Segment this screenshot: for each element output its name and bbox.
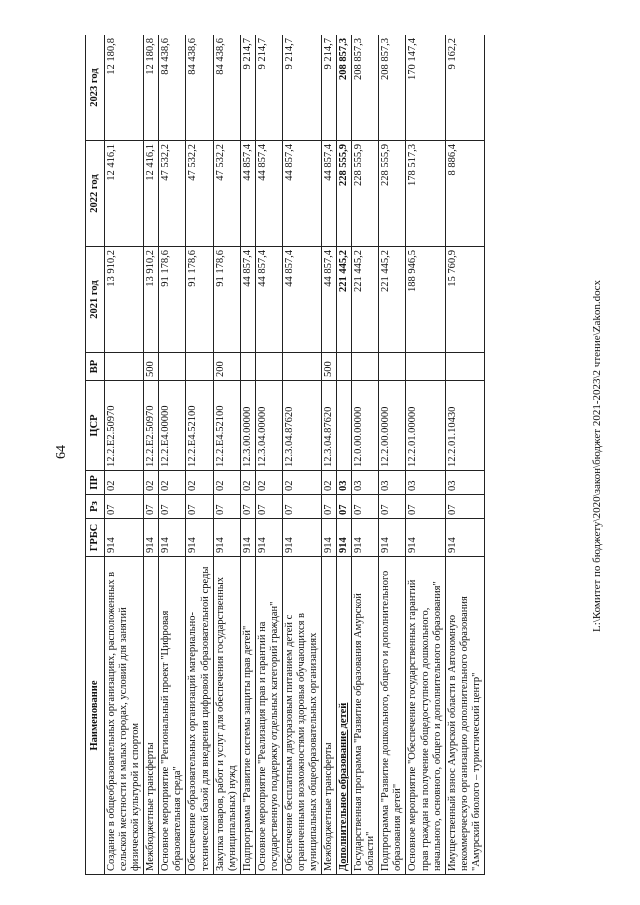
cell-grbs: 914 [406,519,445,557]
table-row [406,35,445,875]
cell-rz: 07 [186,495,213,519]
cell-vr [379,353,406,381]
cell-2023: 208 857,3 [379,35,406,141]
cell-csr: 12.2.E2.50970 [105,381,144,471]
cell-pr: 03 [352,471,379,495]
cell-2023: 208 857,3 [352,35,379,141]
cell-2023: 9 214,7 [255,35,282,141]
cell-vr [240,353,255,381]
header-csr: ЦСР [86,381,105,471]
cell-name: Основное мероприятие "Реализация прав и гарантий на государственную поддержку отдельных категорий граждан" [255,557,282,875]
cell-2021: 44 857,4 [322,247,337,353]
cell-pr: 02 [322,471,337,495]
cell-rz: 07 [282,495,321,519]
cell-pr: 02 [255,471,282,495]
header-grbs: ГРБС [86,519,105,557]
cell-2023: 12 180,8 [144,35,159,141]
budget-table [85,35,485,875]
cell-2021: 188 946,5 [406,247,445,353]
cell-2021: 13 910,2 [144,247,159,353]
table-row [322,35,337,875]
header-pr: ПР [86,471,105,495]
cell-csr: 12.2.E4.00000 [159,381,186,471]
cell-pr: 02 [186,471,213,495]
cell-csr: 12.2.01.10430 [445,381,484,471]
cell-grbs: 914 [240,519,255,557]
table-row [213,35,240,875]
cell-rz: 07 [352,495,379,519]
cell-csr: 12.3.04.00000 [255,381,282,471]
table-row [159,35,186,875]
table-row [186,35,213,875]
cell-2022: 228 555,9 [352,141,379,247]
cell-rz: 07 [445,495,484,519]
cell-csr: 12.2.00.00000 [379,381,406,471]
cell-grbs: 914 [105,519,144,557]
cell-2022: 178 517,3 [406,141,445,247]
cell-pr: 02 [240,471,255,495]
table-row [105,35,144,875]
cell-2023: 9 214,7 [322,35,337,141]
cell-name: Обеспечение образовательных организаций материально-технической базой для внедрения цифровой образовательной среды [186,557,213,875]
cell-2021: 15 760,9 [445,247,484,353]
cell-csr: 12.2.E2.50970 [144,381,159,471]
file-path-footer: L:\Комитет по бюджету\2020\закон\бюджет 2021-2023\2 чтение\Zakon.docx [591,280,603,632]
cell-rz: 07 [322,495,337,519]
cell-2021: 91 178,6 [213,247,240,353]
cell-grbs: 914 [379,519,406,557]
header-rz: Рз [86,495,105,519]
cell-rz: 07 [144,495,159,519]
header-2023: 2023 год [86,35,105,141]
cell-pr: 02 [282,471,321,495]
cell-rz: 07 [337,495,352,519]
cell-vr [406,353,445,381]
cell-vr [159,353,186,381]
cell-2023: 84 438,6 [213,35,240,141]
cell-vr: 500 [144,353,159,381]
cell-2021: 44 857,4 [282,247,321,353]
cell-2023: 9 162,2 [445,35,484,141]
cell-grbs: 914 [186,519,213,557]
header-2022: 2022 год [86,141,105,247]
cell-rz: 07 [240,495,255,519]
cell-2021: 44 857,4 [240,247,255,353]
cell-grbs: 914 [213,519,240,557]
cell-pr: 03 [379,471,406,495]
cell-pr: 02 [144,471,159,495]
header-2021: 2021 год [86,247,105,353]
cell-csr [337,381,352,471]
cell-2023: 9 214,7 [282,35,321,141]
cell-2021: 91 178,6 [159,247,186,353]
cell-vr [352,353,379,381]
cell-vr: 500 [322,353,337,381]
cell-pr: 02 [105,471,144,495]
cell-2023: 208 857,3 [337,35,352,141]
cell-rz: 07 [406,495,445,519]
cell-name: Межбюджетные трансферты [144,557,159,875]
cell-vr: 200 [213,353,240,381]
cell-vr [105,353,144,381]
table-row [352,35,379,875]
cell-name: Дополнительное образование детей [337,557,352,875]
cell-vr [445,353,484,381]
cell-pr: 03 [337,471,352,495]
cell-grbs: 914 [144,519,159,557]
cell-2021: 221 445,2 [337,247,352,353]
header-name: Наименование [86,557,105,875]
cell-2023: 84 438,6 [186,35,213,141]
cell-2021: 44 857,4 [255,247,282,353]
cell-vr [255,353,282,381]
cell-2022: 44 857,4 [322,141,337,247]
cell-csr: 12.2.E4.52100 [213,381,240,471]
page-number: 64 [54,445,69,459]
cell-2021: 221 445,2 [379,247,406,353]
cell-2022: 12 416,1 [105,141,144,247]
cell-2023: 170 147,4 [406,35,445,141]
cell-name: Закупка товаров, работ и услуг для обеспечения государственных (муниципальных) нужд [213,557,240,875]
cell-grbs: 914 [322,519,337,557]
cell-name: Государственная программа "Развитие образования Амурской области" [352,557,379,875]
table-row [144,35,159,875]
cell-name: Имущественный взнос Амурской области в Автономную некоммерческую организацию дополнительного образования "Амурский биолого – туристический центр" [445,557,484,875]
cell-grbs: 914 [282,519,321,557]
cell-grbs: 914 [445,519,484,557]
cell-2022: 47 532,2 [159,141,186,247]
table-row [255,35,282,875]
cell-rz: 07 [213,495,240,519]
cell-2022: 228 555,9 [379,141,406,247]
rotated-page [85,35,585,875]
cell-csr: 12.3.04.87620 [282,381,321,471]
header-vr: ВР [86,353,105,381]
cell-grbs: 914 [255,519,282,557]
cell-name: Межбюджетные трансферты [322,557,337,875]
cell-grbs: 914 [159,519,186,557]
cell-csr: 12.3.00.00000 [240,381,255,471]
cell-vr [186,353,213,381]
cell-vr [337,353,352,381]
cell-csr: 12.2.01.00000 [406,381,445,471]
cell-csr: 12.2.E4.52100 [186,381,213,471]
cell-name: Создание в общеобразовательных организациях, расположенных в сельской местности и малых городах, условий для занятий физической культурой и спортом [105,557,144,875]
cell-2022: 12 416,1 [144,141,159,247]
cell-2022: 44 857,4 [282,141,321,247]
cell-pr: 02 [159,471,186,495]
cell-2021: 13 910,2 [105,247,144,353]
cell-vr [282,353,321,381]
cell-csr: 12.3.04.87620 [322,381,337,471]
cell-rz: 07 [255,495,282,519]
table-row [337,35,352,875]
cell-2022: 228 555,9 [337,141,352,247]
table-row [282,35,321,875]
cell-pr: 02 [213,471,240,495]
cell-pr: 03 [406,471,445,495]
cell-name: Подпрограмма "Развитие системы защиты прав детей" [240,557,255,875]
cell-csr: 12.0.00.00000 [352,381,379,471]
cell-2021: 221 445,2 [352,247,379,353]
cell-grbs: 914 [337,519,352,557]
cell-rz: 07 [105,495,144,519]
cell-2021: 91 178,6 [186,247,213,353]
cell-2022: 44 857,4 [255,141,282,247]
cell-rz: 07 [379,495,406,519]
cell-grbs: 914 [352,519,379,557]
cell-name: Обеспечение бесплатным двухразовым питанием детей с ограниченными возможностями здоровья обучающихся в муниципальных общеобразовательных организациях [282,557,321,875]
cell-2022: 47 532,2 [213,141,240,247]
table-row [240,35,255,875]
cell-2022: 8 886,4 [445,141,484,247]
table-row [445,35,484,875]
cell-name: Основное мероприятие "Обеспечение государственных гарантий прав граждан на получение общедоступного дошкольного, начального, основного, общего и дополнительного образования" [406,557,445,875]
table-header-row [86,35,105,875]
cell-2022: 47 532,2 [186,141,213,247]
cell-2022: 44 857,4 [240,141,255,247]
cell-name: Основное мероприятие "Региональный проект "Цифровая образовательная среда" [159,557,186,875]
cell-rz: 07 [159,495,186,519]
cell-pr: 03 [445,471,484,495]
table-row [379,35,406,875]
cell-2023: 84 438,6 [159,35,186,141]
cell-2023: 12 180,8 [105,35,144,141]
cell-2023: 9 214,7 [240,35,255,141]
cell-name: Подпрограмма "Развитие дошкольного, общего и дополнительного образования детей" [379,557,406,875]
